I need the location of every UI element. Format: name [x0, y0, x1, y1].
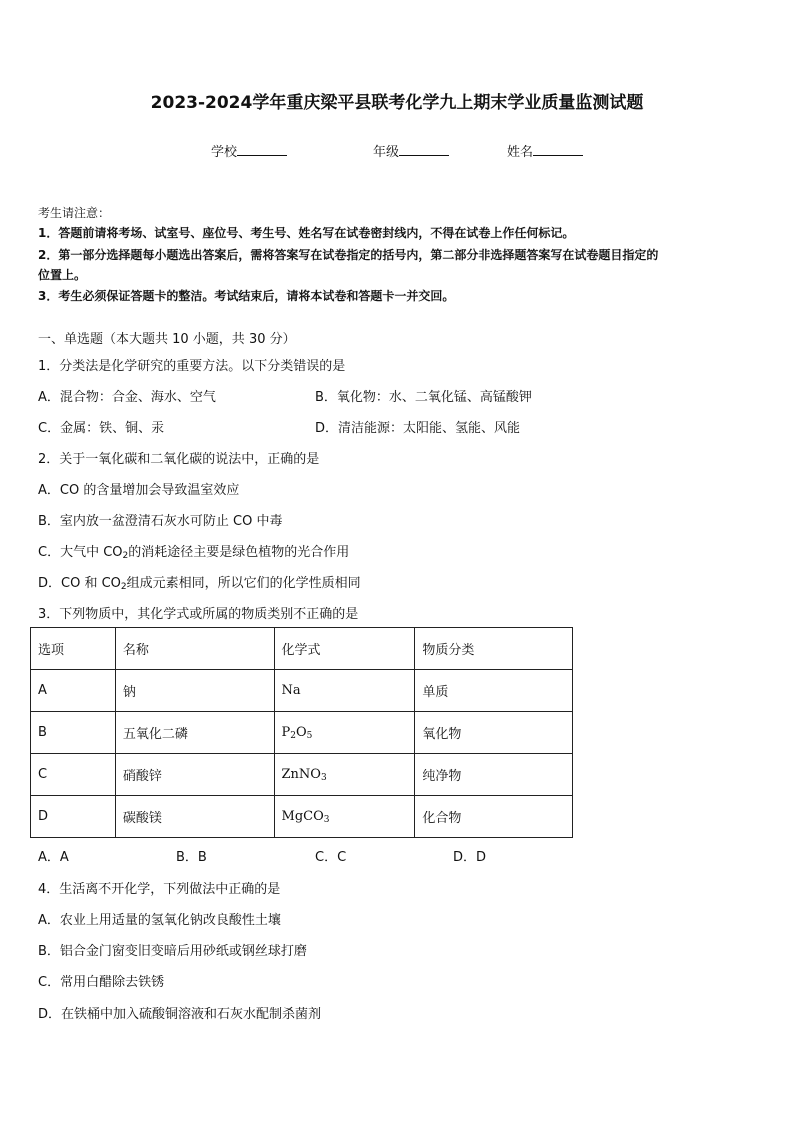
formula-part: P [281, 724, 291, 740]
grade-field [373, 141, 449, 160]
table-cell-name: 硝酸锌 [115, 754, 274, 796]
table-cell-class: 化合物 [415, 796, 573, 838]
formula-sub: 5 [306, 730, 313, 741]
grade-label: 年级 [373, 145, 400, 160]
table-row [31, 796, 573, 838]
page-title: 2023-2024学年重庆梁平县联考化学九上期末学业质量监测试题 [150, 93, 644, 113]
formula-part: MgCO [281, 808, 324, 824]
q2-option-b: B．室内放一盆澄清石灰水可防止 CO 中毒 [38, 514, 283, 529]
q4-option-a: A．农业上用适量的氢氧化钠改良酸性土壤 [38, 913, 281, 928]
notice-item-2-cont: 位置上。 [38, 268, 87, 282]
q2-option-c [38, 541, 349, 561]
q4-option-d: D．在铁桶中加入硫酸铜溶液和石灰水配制杀菌剂 [38, 1007, 322, 1022]
notice-item-3: 3．考生必须保证答题卡的整洁。考试结束后，请将本试卷和答题卡一并交回。 [38, 289, 455, 303]
table-header: 物质分类 [415, 628, 573, 670]
table-cell-name: 钠 [115, 670, 274, 712]
formula-part: O [296, 724, 307, 740]
q2-option-a: A．CO 的含量增加会导致温室效应 [38, 483, 240, 498]
table-cell-option: C [31, 754, 116, 796]
q1-option-c: C．金属：铁、铜、汞 [38, 421, 165, 436]
grade-blank [399, 143, 449, 156]
q2-option-d-post: 组成元素相同，所以它们的化学性质相同 [126, 576, 361, 591]
table-header: 选项 [31, 628, 116, 670]
table-cell-option: D [31, 796, 116, 838]
table-header: 化学式 [274, 628, 415, 670]
table-cell-class: 单质 [415, 670, 573, 712]
name-blank [533, 143, 583, 156]
table-cell-class: 氧化物 [415, 712, 573, 754]
q1-option-d: D．清洁能源：太阳能、氢能、风能 [315, 421, 521, 436]
table-cell-formula [274, 796, 415, 838]
table-row [31, 670, 573, 712]
formula-sub: 3 [320, 772, 327, 783]
name-label: 姓名 [507, 145, 534, 160]
q2-stem: 2．关于一氧化碳和二氧化碳的说法中，正确的是 [38, 452, 320, 467]
formula-sub: 3 [323, 814, 330, 825]
formula-part: Na [281, 683, 301, 698]
table-cell-formula [274, 754, 415, 796]
school-blank [237, 143, 287, 156]
notice-item-1: 1．答题前请将考场、试室号、座位号、考生号、姓名写在试卷密封线内，不得在试卷上作任何标记。 [38, 226, 575, 240]
table-cell-class: 纯净物 [415, 754, 573, 796]
q2-option-d-sub: 2 [120, 582, 127, 592]
q3-option-d: D．D [453, 850, 487, 865]
formula-part: ZnNO [281, 766, 321, 782]
q4-option-b: B．铝合金门窗变旧变暗后用砂纸或钢丝球打磨 [38, 944, 307, 959]
q3-option-a: A．A [38, 850, 69, 865]
table-cell-name: 碳酸镁 [115, 796, 274, 838]
table-row [31, 754, 573, 796]
q2-option-c-sub: 2 [122, 551, 129, 561]
q4-option-c: C．常用白醋除去铁锈 [38, 975, 165, 990]
q1-option-b: B．氧化物：水、二氧化锰、高锰酸钾 [315, 390, 532, 405]
school-label: 学校 [211, 145, 238, 160]
section-heading: 一、单选题（本大题共 10 小题，共 30 分） [38, 332, 296, 347]
q2-option-c-post: 的消耗途径主要是绿色植物的光合作用 [128, 545, 350, 560]
q3-option-c: C．C [315, 850, 347, 865]
q3-stem: 3．下列物质中，其化学式或所属的物质类别不正确的是 [38, 607, 359, 622]
q1-stem: 1．分类法是化学研究的重要方法。以下分类错误的是 [38, 359, 346, 374]
q4-stem: 4．生活离不开化学，下列做法中正确的是 [38, 882, 281, 897]
q2-option-c-pre: C．大气中 CO [38, 545, 123, 560]
table-row [31, 712, 573, 754]
formula-sub: 2 [290, 730, 296, 741]
school-field [211, 141, 287, 160]
table-cell-name: 五氧化二磷 [115, 712, 274, 754]
table-cell-option: B [31, 712, 116, 754]
q3-option-b: B．B [176, 850, 207, 865]
table-cell-formula [274, 670, 415, 712]
q1-option-a: A．混合物：合金、海水、空气 [38, 390, 216, 405]
q2-option-d-pre: D．CO 和 CO [38, 576, 121, 591]
name-field [507, 141, 583, 160]
table-header-row [31, 628, 573, 670]
table-cell-formula [274, 712, 415, 754]
table-header: 名称 [115, 628, 274, 670]
q2-option-d [38, 572, 361, 592]
table-cell-option: A [31, 670, 116, 712]
q3-table [30, 627, 573, 838]
notice-item-2: 2．第一部分选择题每小题选出答案后，需将答案写在试卷指定的括号内，第二部分非选择题答案写在试卷题目指定的 [38, 248, 659, 262]
notice-heading: 考生请注意： [38, 206, 111, 220]
